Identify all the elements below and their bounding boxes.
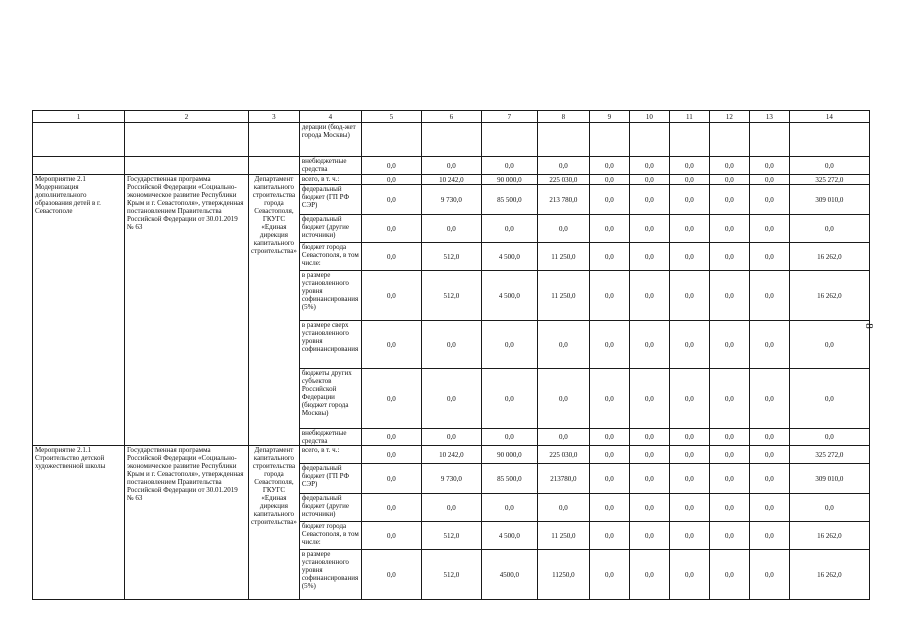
table-row [33,446,870,464]
cell-value: 0,0 [421,215,481,243]
cell-value: 0,0 [749,550,789,600]
cell-value: 0,0 [749,243,789,271]
cell-source: внебюджетные средства [299,157,361,175]
cell-value: 0,0 [629,321,669,369]
cell-value: 0,0 [669,429,709,446]
column-header: 2 [125,111,249,123]
cell-value: 0,0 [669,522,709,550]
cell-value: 0,0 [709,215,749,243]
cell-source: в размере сверх установленного уровня софинансирования [299,321,361,369]
cell-value: 0,0 [749,369,789,429]
cell-value: 0,0 [709,446,749,464]
cell-value: 4 500,0 [481,522,537,550]
cell-value: 0,0 [709,185,749,215]
cell-value: 0,0 [629,215,669,243]
cell-value: 0,0 [749,175,789,185]
cell-source: бюджет города Севастополя, в том числе: [299,522,361,550]
table-row [33,123,870,157]
cell-value: 0,0 [589,522,629,550]
cell-value: 11 250,0 [537,522,589,550]
cell-event: Мероприятие 2.1.1 Строительство детской художественной школы [33,446,125,600]
cell-value: 16 262,0 [789,271,869,321]
cell-value [629,123,669,157]
cell-value: 0,0 [589,494,629,522]
cell-value: 0,0 [361,215,421,243]
cell-value: 512,0 [421,550,481,600]
cell-value: 0,0 [361,550,421,600]
cell-event: Мероприятие 2.1 Модернизация дополнительного образования детей в г. Севастополе [33,175,125,446]
cell-value: 0,0 [789,157,869,175]
cell-value: 0,0 [589,446,629,464]
cell-value: 0,0 [789,494,869,522]
cell-value: 0,0 [361,494,421,522]
cell-value: 0,0 [789,429,869,446]
cell-value: 0,0 [709,175,749,185]
cell-event [33,157,125,175]
cell-value: 0,0 [749,157,789,175]
cell-value [789,123,869,157]
cell-executor: Департамент капитального строительства города Севастополя, ГКУГС «Единая дирекция капитального строительства» [249,446,300,600]
cell-value: 0,0 [629,494,669,522]
cell-value: 0,0 [629,157,669,175]
cell-program [125,157,249,175]
cell-value: 0,0 [669,157,709,175]
cell-value: 90 000,0 [481,175,537,185]
cell-value: 0,0 [789,369,869,429]
cell-value: 0,0 [589,550,629,600]
cell-value [361,123,421,157]
cell-value: 0,0 [481,215,537,243]
cell-source: всего, в т. ч.: [299,446,361,464]
cell-value: 0,0 [669,175,709,185]
cell-source: всего, в т. ч.: [299,175,361,185]
cell-value: 0,0 [749,321,789,369]
cell-value: 0,0 [669,550,709,600]
cell-source: дерации (бюд-жет города Москвы) [299,123,361,157]
cell-value: 10 242,0 [421,446,481,464]
cell-value: 0,0 [629,175,669,185]
cell-value: 0,0 [361,522,421,550]
cell-value: 0,0 [709,550,749,600]
cell-value: 16 262,0 [789,550,869,600]
page-number: 8 [862,323,875,329]
cell-event [33,123,125,157]
table-row [33,175,870,185]
cell-value: 0,0 [709,522,749,550]
budget-table [32,110,870,600]
cell-value: 0,0 [749,185,789,215]
cell-value: 0,0 [589,321,629,369]
cell-value: 0,0 [481,157,537,175]
cell-value: 0,0 [589,243,629,271]
cell-value: 0,0 [629,446,669,464]
cell-value [589,123,629,157]
cell-value: 0,0 [421,369,481,429]
cell-value: 0,0 [589,429,629,446]
cell-value: 0,0 [629,185,669,215]
cell-value: 0,0 [629,271,669,321]
column-header: 7 [481,111,537,123]
cell-value: 0,0 [589,175,629,185]
cell-value: 0,0 [361,464,421,494]
cell-source: бюджет города Севастополя, в том числе: [299,243,361,271]
cell-value: 0,0 [709,369,749,429]
cell-value: 0,0 [537,321,589,369]
column-header: 8 [537,111,589,123]
cell-value: 0,0 [537,429,589,446]
cell-value: 0,0 [481,369,537,429]
cell-executor: Департамент капитального строительства города Севастополя, ГКУГС «Единая дирекция капитального строительства» [249,175,300,446]
cell-value: 11250,0 [537,550,589,600]
cell-value: 512,0 [421,522,481,550]
cell-value: 0,0 [709,271,749,321]
cell-value: 0,0 [361,429,421,446]
cell-value: 0,0 [589,464,629,494]
column-header: 10 [629,111,669,123]
cell-value: 11 250,0 [537,243,589,271]
column-header: 14 [789,111,869,123]
cell-value: 309 010,0 [789,464,869,494]
column-header: 4 [299,111,361,123]
cell-value: 0,0 [361,243,421,271]
cell-value: 0,0 [789,215,869,243]
header-row [33,111,870,123]
cell-value: 0,0 [669,464,709,494]
cell-value: 213 780,0 [537,185,589,215]
cell-value: 16 262,0 [789,243,869,271]
cell-value: 0,0 [589,157,629,175]
cell-value: 0,0 [361,185,421,215]
cell-program [125,123,249,157]
cell-value: 0,0 [709,494,749,522]
cell-value: 0,0 [537,215,589,243]
cell-value: 0,0 [669,369,709,429]
cell-value: 0,0 [481,429,537,446]
cell-value: 0,0 [481,494,537,522]
cell-value: 0,0 [749,429,789,446]
cell-value: 9 730,0 [421,464,481,494]
cell-value: 0,0 [629,243,669,271]
cell-value: 0,0 [669,243,709,271]
cell-value: 0,0 [629,429,669,446]
cell-value: 0,0 [749,215,789,243]
cell-value: 325 272,0 [789,175,869,185]
cell-value: 225 030,0 [537,175,589,185]
cell-value: 0,0 [669,446,709,464]
column-header: 5 [361,111,421,123]
cell-value: 325 272,0 [789,446,869,464]
cell-value: 0,0 [361,157,421,175]
cell-value: 85 500,0 [481,185,537,215]
column-header: 1 [33,111,125,123]
cell-value: 0,0 [629,550,669,600]
column-header: 11 [669,111,709,123]
cell-value: 0,0 [481,321,537,369]
cell-value: 0,0 [709,429,749,446]
cell-value: 0,0 [537,369,589,429]
cell-value: 0,0 [589,185,629,215]
cell-value: 0,0 [709,243,749,271]
column-header: 6 [421,111,481,123]
cell-source: федеральный бюджет (ГП РФ СЭР) [299,185,361,215]
cell-value: 225 030,0 [537,446,589,464]
cell-value: 0,0 [669,494,709,522]
column-header: 9 [589,111,629,123]
cell-source: внебюджетные средства [299,429,361,446]
cell-value: 0,0 [749,494,789,522]
cell-value: 0,0 [421,157,481,175]
cell-value: 0,0 [421,494,481,522]
cell-value: 213780,0 [537,464,589,494]
column-header: 13 [749,111,789,123]
cell-value: 0,0 [669,321,709,369]
cell-value [709,123,749,157]
cell-value [749,123,789,157]
cell-value: 90 000,0 [481,446,537,464]
cell-value: 512,0 [421,243,481,271]
cell-value: 0,0 [537,157,589,175]
cell-value: 85 500,0 [481,464,537,494]
cell-value [537,123,589,157]
cell-source: федеральный бюджет (другие источники) [299,215,361,243]
cell-value: 0,0 [589,271,629,321]
cell-value: 0,0 [361,321,421,369]
cell-value: 11 250,0 [537,271,589,321]
cell-source: бюджеты других субъектов Российской Федерации (бюджет города Москвы) [299,369,361,429]
cell-value: 0,0 [709,321,749,369]
cell-executor [249,123,300,157]
cell-value: 0,0 [421,321,481,369]
cell-value: 0,0 [789,321,869,369]
cell-value: 0,0 [709,157,749,175]
cell-executor [249,157,300,175]
cell-value: 0,0 [669,271,709,321]
cell-value: 0,0 [629,522,669,550]
cell-value: 0,0 [749,522,789,550]
cell-value: 10 242,0 [421,175,481,185]
cell-value: 0,0 [537,494,589,522]
cell-value: 0,0 [669,185,709,215]
cell-source: в размере установленного уровня софинансирования (5%) [299,271,361,321]
cell-value: 309 010,0 [789,185,869,215]
cell-value: 0,0 [421,429,481,446]
cell-value: 16 262,0 [789,522,869,550]
cell-value: 4500,0 [481,550,537,600]
cell-value: 0,0 [669,215,709,243]
cell-value: 0,0 [749,271,789,321]
cell-value [481,123,537,157]
cell-value: 0,0 [629,464,669,494]
cell-value: 4 500,0 [481,243,537,271]
cell-value: 0,0 [361,271,421,321]
cell-value: 0,0 [589,369,629,429]
cell-value: 4 500,0 [481,271,537,321]
cell-source: в размере установленного уровня софинансирования (5%) [299,550,361,600]
cell-source: федеральный бюджет (ГП РФ СЭР) [299,464,361,494]
cell-value [421,123,481,157]
cell-value: 0,0 [589,215,629,243]
column-header: 12 [709,111,749,123]
cell-value [669,123,709,157]
column-header: 3 [249,111,300,123]
cell-value: 0,0 [749,446,789,464]
cell-value: 512,0 [421,271,481,321]
cell-value: 0,0 [361,369,421,429]
cell-value: 0,0 [709,464,749,494]
cell-value: 0,0 [629,369,669,429]
cell-value: 0,0 [361,446,421,464]
cell-program: Государственная программа Российской Федерации «Социально-экономическое развитие Республики Крым и г. Севастополя», утвержденная постановлением Правительства Российской Федерации от 30.01.2019 № 63 [125,175,249,446]
cell-value: 0,0 [749,464,789,494]
table-row [33,157,870,175]
cell-value: 0,0 [361,175,421,185]
cell-source: федеральный бюджет (другие источники) [299,494,361,522]
cell-value: 9 730,0 [421,185,481,215]
cell-program: Государственная программа Российской Федерации «Социально-экономическое развитие Республики Крым и г. Севастополя», утвержденная постановлением Правительства Российской Федерации от 30.01.2019 № 63 [125,446,249,600]
